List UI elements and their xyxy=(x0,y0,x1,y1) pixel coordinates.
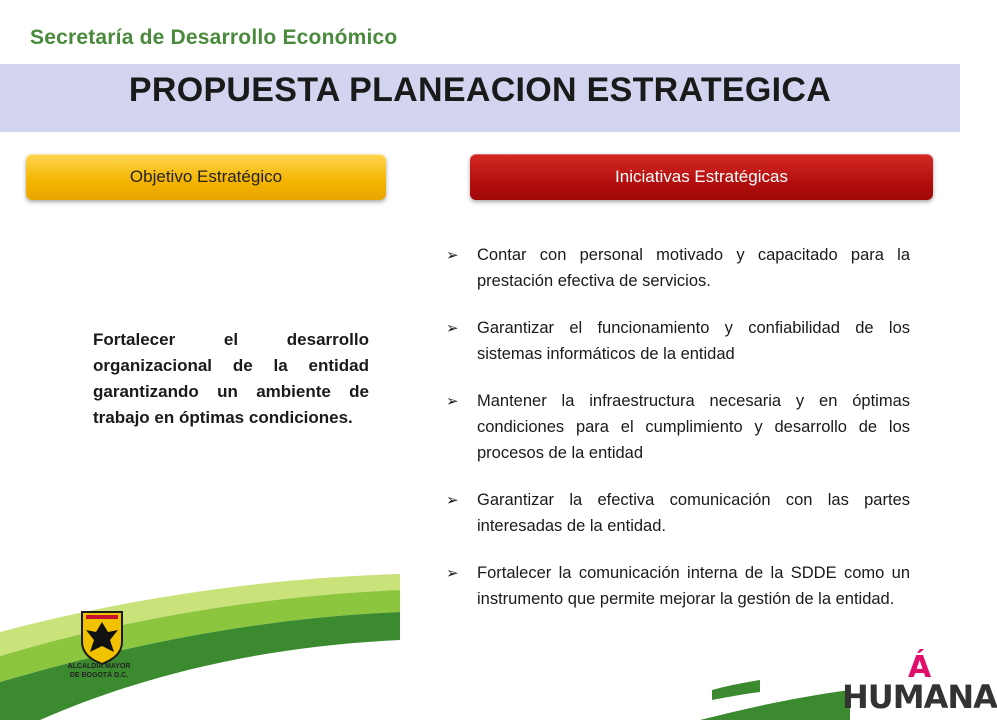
initiative-item xyxy=(446,487,910,539)
arrow-bullet-icon: ➢ xyxy=(446,492,459,509)
initiative-item xyxy=(446,315,910,367)
logo-caption-line2: DE BOGOTÁ D.C. xyxy=(69,672,129,679)
initiative-text: Mantener la infraestructura necesaria y en óptimas condiciones para el cumplimiento y desarrollo de los procesos de la entidad xyxy=(477,392,910,462)
arrow-bullet-icon: ➢ xyxy=(446,393,459,410)
logo-caption-line1: ALCALDÍA MAYOR xyxy=(67,663,131,670)
logo-caption xyxy=(46,662,152,680)
slogan-fragment: HUM xyxy=(842,678,924,716)
organization-name: Secretaría de Desarrollo Económico xyxy=(30,26,398,49)
initiative-item xyxy=(446,388,910,466)
bogota-humana-logo xyxy=(830,650,997,720)
slogan-text xyxy=(842,678,997,716)
objective-text: Fortalecer el desarrollo organizacional de la entidad garantizando un ambiente de trabajo en óptimas condiciones. xyxy=(93,330,369,427)
initiative-text: Fortalecer la comunicación interna de la SDDE como un instrumento que permite mejorar la gestión de la entidad. xyxy=(477,564,910,608)
initiative-text: Garantizar el funcionamiento y confiabilidad de los sistemas informáticos de la entidad xyxy=(477,319,910,363)
arrow-bullet-icon: ➢ xyxy=(446,565,459,582)
initiative-text: Garantizar la efectiva comunicación con las partes interesadas de la entidad. xyxy=(477,491,910,535)
initiative-item xyxy=(446,242,910,294)
initiative-text: Contar con personal motivado y capacitado para la prestación efectiva de servicios. xyxy=(477,246,910,290)
objective-label xyxy=(26,154,386,200)
initiatives-label-text: Iniciativas Estratégicas xyxy=(615,167,788,186)
objective-label-text: Objetivo Estratégico xyxy=(129,167,283,186)
slide-title: PROPUESTA PLANEACION ESTRATEGICA xyxy=(128,71,832,109)
initiatives-label xyxy=(470,154,933,200)
arrow-bullet-icon: ➢ xyxy=(446,320,459,337)
slogan-ending: ANA xyxy=(923,678,997,716)
arrow-bullet-icon: ➢ xyxy=(446,247,459,264)
slogan-accent: Á xyxy=(908,650,932,685)
